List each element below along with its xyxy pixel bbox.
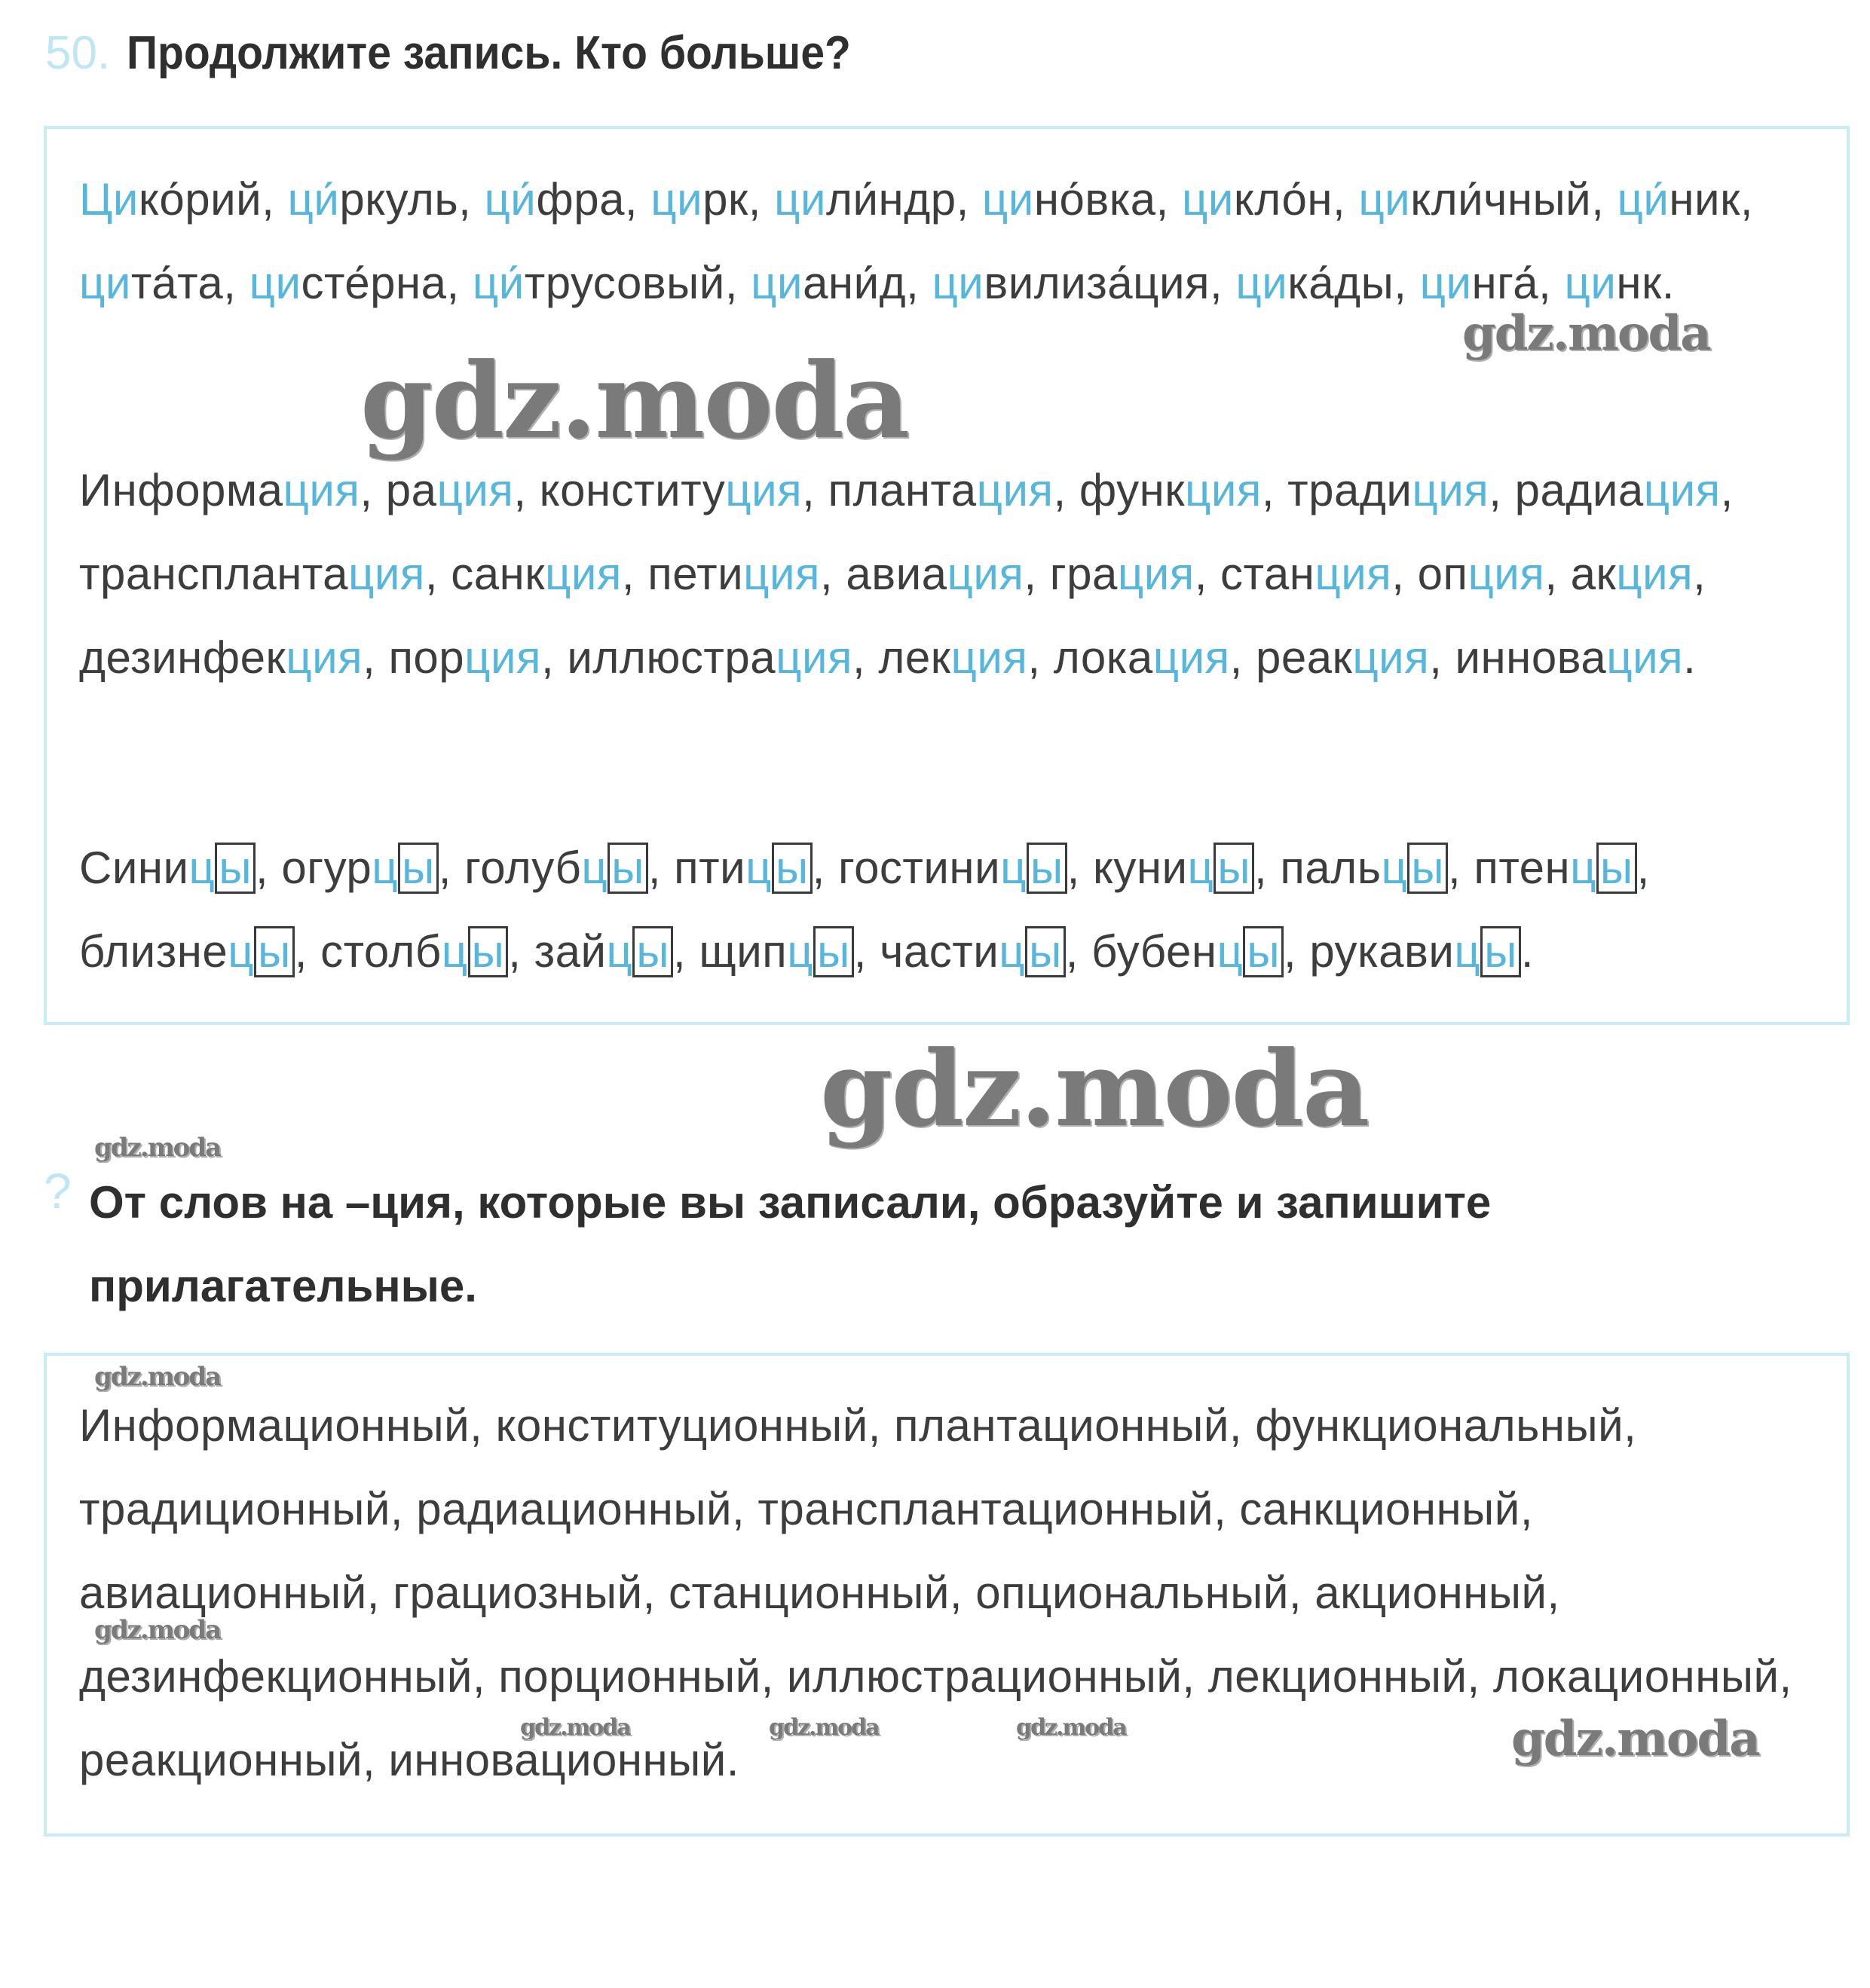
word-rest: та́та, (130, 258, 249, 308)
highlight-suffix: ция (464, 632, 542, 683)
exercise-number: 50. (45, 27, 111, 79)
boxed-ending: ы (254, 926, 295, 977)
watermark: gdz.moda (94, 1362, 221, 1392)
word-rest: ник, (1669, 174, 1753, 225)
word (880, 926, 1091, 977)
highlight-suffix: ция (1643, 465, 1721, 515)
word-rest: ани́д, (803, 258, 932, 308)
punctuation: , (621, 549, 648, 599)
highlight-syllable: ци́ (287, 174, 340, 225)
punctuation: , (647, 843, 675, 893)
punctuation: , (1544, 549, 1571, 599)
word (1420, 258, 1565, 308)
word (647, 549, 846, 599)
word (846, 549, 1049, 599)
highlight-suffix: ция (1468, 549, 1545, 599)
punctuation: , (820, 549, 846, 599)
highlight-letter: ц (1381, 843, 1408, 893)
punctuation: , (1024, 549, 1050, 599)
highlight-suffix: ция (976, 465, 1054, 515)
word-stem: зай (534, 926, 607, 977)
highlight-letter: ц (581, 843, 608, 893)
highlight-suffix: ция (1606, 632, 1684, 683)
watermark: gdz.moda (1462, 305, 1710, 362)
word (249, 258, 473, 308)
punctuation: , (1720, 465, 1734, 515)
highlight-syllable: ци (1181, 174, 1234, 225)
word (1256, 632, 1455, 683)
punctuation: , (1636, 843, 1650, 893)
word-stem: тради (1287, 465, 1412, 515)
word-stem: планта (828, 465, 977, 515)
highlight-letter: ц (1217, 926, 1244, 977)
word (1474, 843, 1649, 893)
highlight-syllable: ци (981, 174, 1034, 225)
word (1050, 549, 1220, 599)
word-stem: лек (878, 632, 951, 683)
word-stem: близне (79, 926, 228, 977)
boxed-ending: ы (215, 843, 256, 894)
highlight-suffix: ция (348, 549, 425, 599)
watermark: gdz.moda (769, 1714, 879, 1741)
word (1571, 549, 1706, 599)
highlight-letter: ц (787, 926, 814, 977)
word (79, 843, 281, 893)
word (1564, 258, 1674, 308)
highlight-letter: ц (606, 926, 633, 977)
punctuation: , (673, 926, 699, 977)
word-rest: ка́ды, (1287, 258, 1420, 308)
word-rest: рк, (702, 174, 775, 225)
punctuation: , (1065, 926, 1092, 977)
boxed-ending: ы (813, 926, 854, 977)
punctuation: , (1254, 843, 1281, 893)
highlight-suffix: ция (1616, 549, 1694, 599)
punctuation: , (1027, 632, 1054, 683)
boxed-ending: ы (1214, 843, 1254, 894)
word-stem: иннова (1455, 632, 1607, 683)
boxed-ending: ы (468, 926, 509, 977)
word (484, 174, 650, 225)
highlight-syllable: ци (1235, 258, 1288, 308)
punctuation: . (1683, 632, 1697, 683)
punctuation: . (1520, 926, 1535, 977)
word-stem: огур (281, 843, 372, 893)
word (540, 465, 828, 515)
highlight-syllable: ци (1564, 258, 1617, 308)
punctuation: , (1194, 549, 1221, 599)
word-stem: паль (1280, 843, 1382, 893)
word-rest: кло́н, (1233, 174, 1359, 225)
highlight-suffix: ция (1315, 549, 1392, 599)
word-stem: пети (647, 549, 744, 599)
punctuation: , (852, 632, 879, 683)
word-stem: гра (1049, 549, 1118, 599)
punctuation: , (1429, 632, 1455, 683)
word-stem: пти (674, 843, 746, 893)
punctuation: , (812, 843, 838, 893)
highlight-suffix: ция (283, 465, 360, 515)
punctuation: , (438, 843, 465, 893)
word-rest: нга́, (1471, 258, 1565, 308)
punctuation: , (1489, 465, 1515, 515)
word (1455, 632, 1697, 683)
word (386, 465, 540, 515)
word (287, 174, 484, 225)
highlight-syllable: ци́ (472, 258, 525, 308)
highlight-syllable: ци (1419, 258, 1472, 308)
word (567, 632, 878, 683)
highlight-syllable: ци (774, 174, 827, 225)
watermark: gdz.moda (94, 1615, 221, 1645)
punctuation: , (294, 926, 321, 977)
highlight-syllable: ци (650, 174, 703, 225)
word-stem: конститу (539, 465, 726, 515)
watermark: gdz.moda (520, 1714, 630, 1741)
word (1287, 465, 1514, 515)
word-rest: сте́рна, (301, 258, 473, 308)
word-stem: бубен (1091, 926, 1217, 977)
word-stem: ра (385, 465, 437, 515)
word (699, 926, 880, 977)
highlight-syllable: ци (79, 258, 131, 308)
word-stem: дезинфек (79, 632, 286, 683)
word-rest: нк. (1616, 258, 1675, 308)
word (838, 843, 1093, 893)
highlight-suffix: ция (1184, 465, 1262, 515)
word-rest: ркуль, (339, 174, 485, 225)
word-rest: трусовый, (524, 258, 751, 308)
highlight-suffix: ция (776, 632, 853, 683)
word (1182, 174, 1358, 225)
word-rest: вилиза́ция, (984, 258, 1236, 308)
word-stem: стан (1220, 549, 1315, 599)
word (982, 174, 1182, 225)
word (79, 174, 287, 225)
word-stem: пор (388, 632, 465, 683)
word (534, 926, 699, 977)
boxed-ending: ы (608, 843, 648, 894)
word-stem: функ (1079, 465, 1185, 515)
boxed-ending: ы (1596, 843, 1637, 894)
boxed-ending: ы (632, 926, 673, 977)
boxed-ending: ы (1407, 843, 1448, 894)
watermark: gdz.moda (1016, 1714, 1126, 1741)
word-stem: птен (1474, 843, 1571, 893)
highlight-letter: ц (372, 843, 399, 893)
watermark: gdz.moda (360, 339, 909, 462)
word (1418, 549, 1571, 599)
word (281, 843, 464, 893)
highlight-syllable: ци (249, 258, 301, 308)
word-stem: радиа (1514, 465, 1644, 515)
punctuation: , (853, 926, 880, 977)
punctuation: , (1391, 549, 1418, 599)
punctuation: , (508, 926, 534, 977)
word-stem: Информа (79, 465, 283, 515)
highlight-letter: ц (1000, 843, 1027, 893)
highlight-suffix: ция (545, 549, 622, 599)
word (79, 632, 388, 683)
word (1054, 632, 1256, 683)
word (1235, 258, 1419, 308)
highlight-syllable: ци́ (484, 174, 537, 225)
word (932, 258, 1235, 308)
watermark: gdz.moda (820, 1027, 1369, 1150)
highlight-syllable: ци́ (1617, 174, 1670, 225)
word-stem: оп (1417, 549, 1468, 599)
word-stem: столб (320, 926, 442, 977)
word-stem: авиа (846, 549, 947, 599)
word-rest: но́вка, (1033, 174, 1182, 225)
answer-paragraph-tsiya (79, 448, 1828, 699)
highlight-suffix: ция (743, 549, 820, 599)
question-mark-icon: ? (44, 1163, 72, 1219)
punctuation: , (1053, 465, 1079, 515)
word (464, 843, 674, 893)
exercise-title: Продолжите запись. Кто больше? (127, 27, 851, 79)
punctuation: , (541, 632, 568, 683)
punctuation: , (1284, 926, 1310, 977)
word (650, 174, 774, 225)
question-text: От слов на –ция, которые вы записали, образуйте и запишите прилагательные. (89, 1177, 1492, 1311)
highlight-letter: ц (1570, 843, 1597, 893)
highlight-syllable: Ци (79, 174, 139, 225)
highlight-syllable: ци (1358, 174, 1411, 225)
boxed-ending: ы (1243, 926, 1284, 977)
word (1358, 174, 1617, 225)
word-stem: голуб (464, 843, 582, 893)
punctuation: , (363, 632, 389, 683)
word (79, 549, 451, 599)
word (674, 843, 838, 893)
watermark: gdz.moda (94, 1133, 221, 1163)
boxed-ending: ы (1025, 926, 1066, 977)
word-stem: Сини (79, 843, 189, 893)
word-rest: кли́чный, (1410, 174, 1618, 225)
word (774, 174, 982, 225)
highlight-suffix: ция (1352, 632, 1430, 683)
highlight-suffix: ция (947, 549, 1024, 599)
highlight-suffix: ция (725, 465, 803, 515)
punctuation: , (513, 465, 540, 515)
highlight-letter: ц (228, 926, 255, 977)
word-stem: куни (1092, 843, 1188, 893)
punctuation: , (256, 843, 282, 893)
boxed-ending: ы (772, 843, 813, 894)
highlight-suffix: ция (1117, 549, 1195, 599)
highlight-suffix: ция (950, 632, 1028, 683)
word (1309, 926, 1534, 977)
word-stem: части (880, 926, 999, 977)
highlight-letter: ц (441, 926, 468, 977)
word-rest: ли́ндр, (826, 174, 982, 225)
word (878, 632, 1053, 683)
word (1618, 174, 1753, 225)
word (1079, 465, 1287, 515)
word-stem: лока (1053, 632, 1153, 683)
word (388, 632, 567, 683)
watermark: gdz.moda (1511, 1711, 1759, 1767)
highlight-letter: ц (188, 843, 216, 893)
highlight-letter: ц (745, 843, 773, 893)
word-rest: ко́рий, (138, 174, 288, 225)
boxed-ending: ы (1027, 843, 1067, 894)
punctuation: , (1693, 549, 1706, 599)
highlight-suffix: ция (286, 632, 363, 683)
punctuation: , (1261, 465, 1288, 515)
word-stem: санк (451, 549, 546, 599)
highlight-letter: ц (1187, 843, 1214, 893)
punctuation: , (1448, 843, 1474, 893)
word (1220, 549, 1418, 599)
highlight-letter: ц (1454, 926, 1481, 977)
highlight-suffix: ция (1152, 632, 1230, 683)
word (1515, 465, 1734, 515)
punctuation: , (360, 465, 386, 515)
answer-paragraph-tsi (79, 158, 1828, 325)
word-stem: гостини (838, 843, 1001, 893)
word (79, 465, 386, 515)
punctuation: , (1229, 632, 1256, 683)
word (828, 465, 1079, 515)
word (1093, 843, 1280, 893)
word-stem: ак (1570, 549, 1617, 599)
highlight-syllable: ци (932, 258, 984, 308)
word-stem: реак (1255, 632, 1353, 683)
word-stem: рукави (1309, 926, 1455, 977)
word-stem: транспланта (79, 549, 349, 599)
boxed-ending: ы (398, 843, 439, 894)
answer-paragraph-tsy (79, 826, 1828, 993)
word (79, 926, 320, 977)
highlight-letter: ц (999, 926, 1026, 977)
word (79, 258, 249, 308)
highlight-suffix: ция (1412, 465, 1489, 515)
word-stem: щип (699, 926, 788, 977)
word (451, 549, 647, 599)
word (320, 926, 534, 977)
word-stem: иллюстра (567, 632, 776, 683)
word (1091, 926, 1309, 977)
punctuation: , (1067, 843, 1093, 893)
highlight-suffix: ция (436, 465, 514, 515)
word (751, 258, 932, 308)
highlight-syllable: ци (751, 258, 803, 308)
word-rest: фра, (536, 174, 651, 225)
answer-adjectives: Информационный, конституционный, плантационный, функциональный, традиционный, радиационный, трансплантационный, санкционный, авиационный, грациозный, станционный, опциональный, акционный, дезинфекционный, порционный, иллюстрационный, лекционный, локационный, реакционный, инновационный. (79, 1400, 1792, 1785)
word (1280, 843, 1474, 893)
word (473, 258, 751, 308)
punctuation: , (802, 465, 828, 515)
punctuation: , (424, 549, 451, 599)
boxed-ending: ы (1480, 926, 1521, 977)
